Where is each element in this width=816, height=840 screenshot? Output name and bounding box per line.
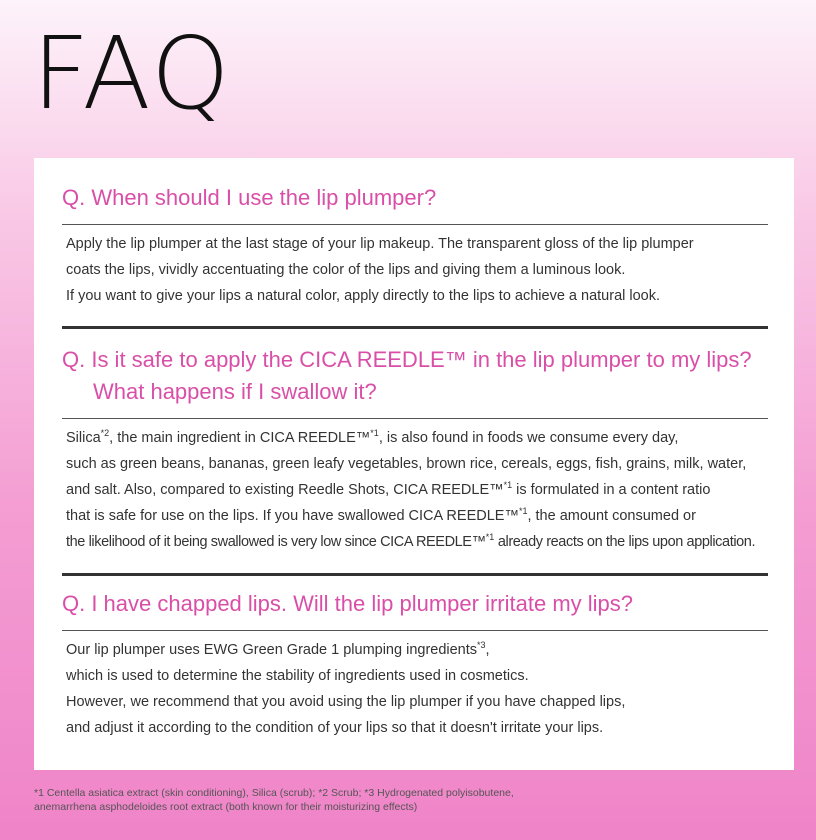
faq-item-3	[62, 588, 768, 741]
divider	[62, 630, 768, 631]
faq-answer-3	[62, 637, 768, 741]
faq-question-3: Q. I have chapped lips. Will the lip plumper irritate my lips?	[62, 591, 634, 616]
answer-line: and adjust it according to the condition of your lips so that it doesn't irritate your lips.	[66, 720, 604, 736]
answer-line: coats the lips, vividly accentuating the color of the lips and giving them a luminous look.	[66, 262, 626, 278]
faq-item-2	[62, 344, 768, 555]
faq-item-1	[62, 182, 768, 309]
answer-line: that is safe for use on the lips. If you have swallowed CICA REEDLE™$^{*1}$, the amount consumed or	[66, 506, 696, 524]
answer-line: and salt. Also, compared to existing Reedle Shots, CICA REEDLE™$^{*1}$ is formulated in a content ratio	[66, 480, 711, 498]
footnote	[34, 786, 794, 814]
answer-line: If you want to give your lips a natural color, apply directly to the lips to achieve a natural look.	[66, 288, 661, 304]
faq-question-2-line2: What happens if I swallow it?	[93, 379, 377, 404]
faq-answer-2	[62, 425, 768, 555]
faq-question-2-line1: Q. Is it safe to apply the CICA REEDLE™ in the lip plumper to my lips?	[62, 347, 752, 372]
section-divider	[62, 326, 768, 329]
answer-line: Apply the lip plumper at the last stage of your lip makeup. The transparent gloss of the lip plumper	[66, 236, 694, 252]
answer-line: which is used to determine the stability of ingredients used in cosmetics.	[66, 668, 529, 684]
answer-line: Our lip plumper uses EWG Green Grade 1 plumping ingredients$^{*3}$,	[66, 640, 490, 658]
divider	[62, 224, 768, 225]
section-divider	[62, 573, 768, 576]
divider	[62, 418, 768, 419]
answer-line: the likelihood of it being swallowed is very low since CICA REEDLE™$^{*1}$ already reacts on the lips upon application.	[66, 532, 756, 550]
faq-answer-1	[62, 231, 768, 309]
answer-line: Silica$^{*2}$, the main ingredient in CICA REEDLE™$^{*1}$, is also found in foods we consume every day,	[66, 428, 679, 446]
faq-question-2	[62, 344, 768, 408]
faq-question-1: Q. When should I use the lip plumper?	[62, 185, 437, 210]
page-title: FAQ	[32, 15, 232, 132]
answer-line: However, we recommend that you avoid using the lip plumper if you have chapped lips,	[66, 694, 626, 710]
footnote-line: anemarrhena asphodeloides root extract (both known for their moisturizing effects)	[34, 801, 418, 813]
footnote-line: *1 Centella asiatica extract (skin conditioning), Silica (scrub); *2 Scrub; *3 Hydrogenated polyisobutene,	[34, 787, 514, 799]
answer-line: such as green beans, bananas, green leafy vegetables, brown rice, cereals, eggs, fish, grains, milk, water,	[66, 456, 747, 472]
faq-card	[34, 158, 794, 770]
